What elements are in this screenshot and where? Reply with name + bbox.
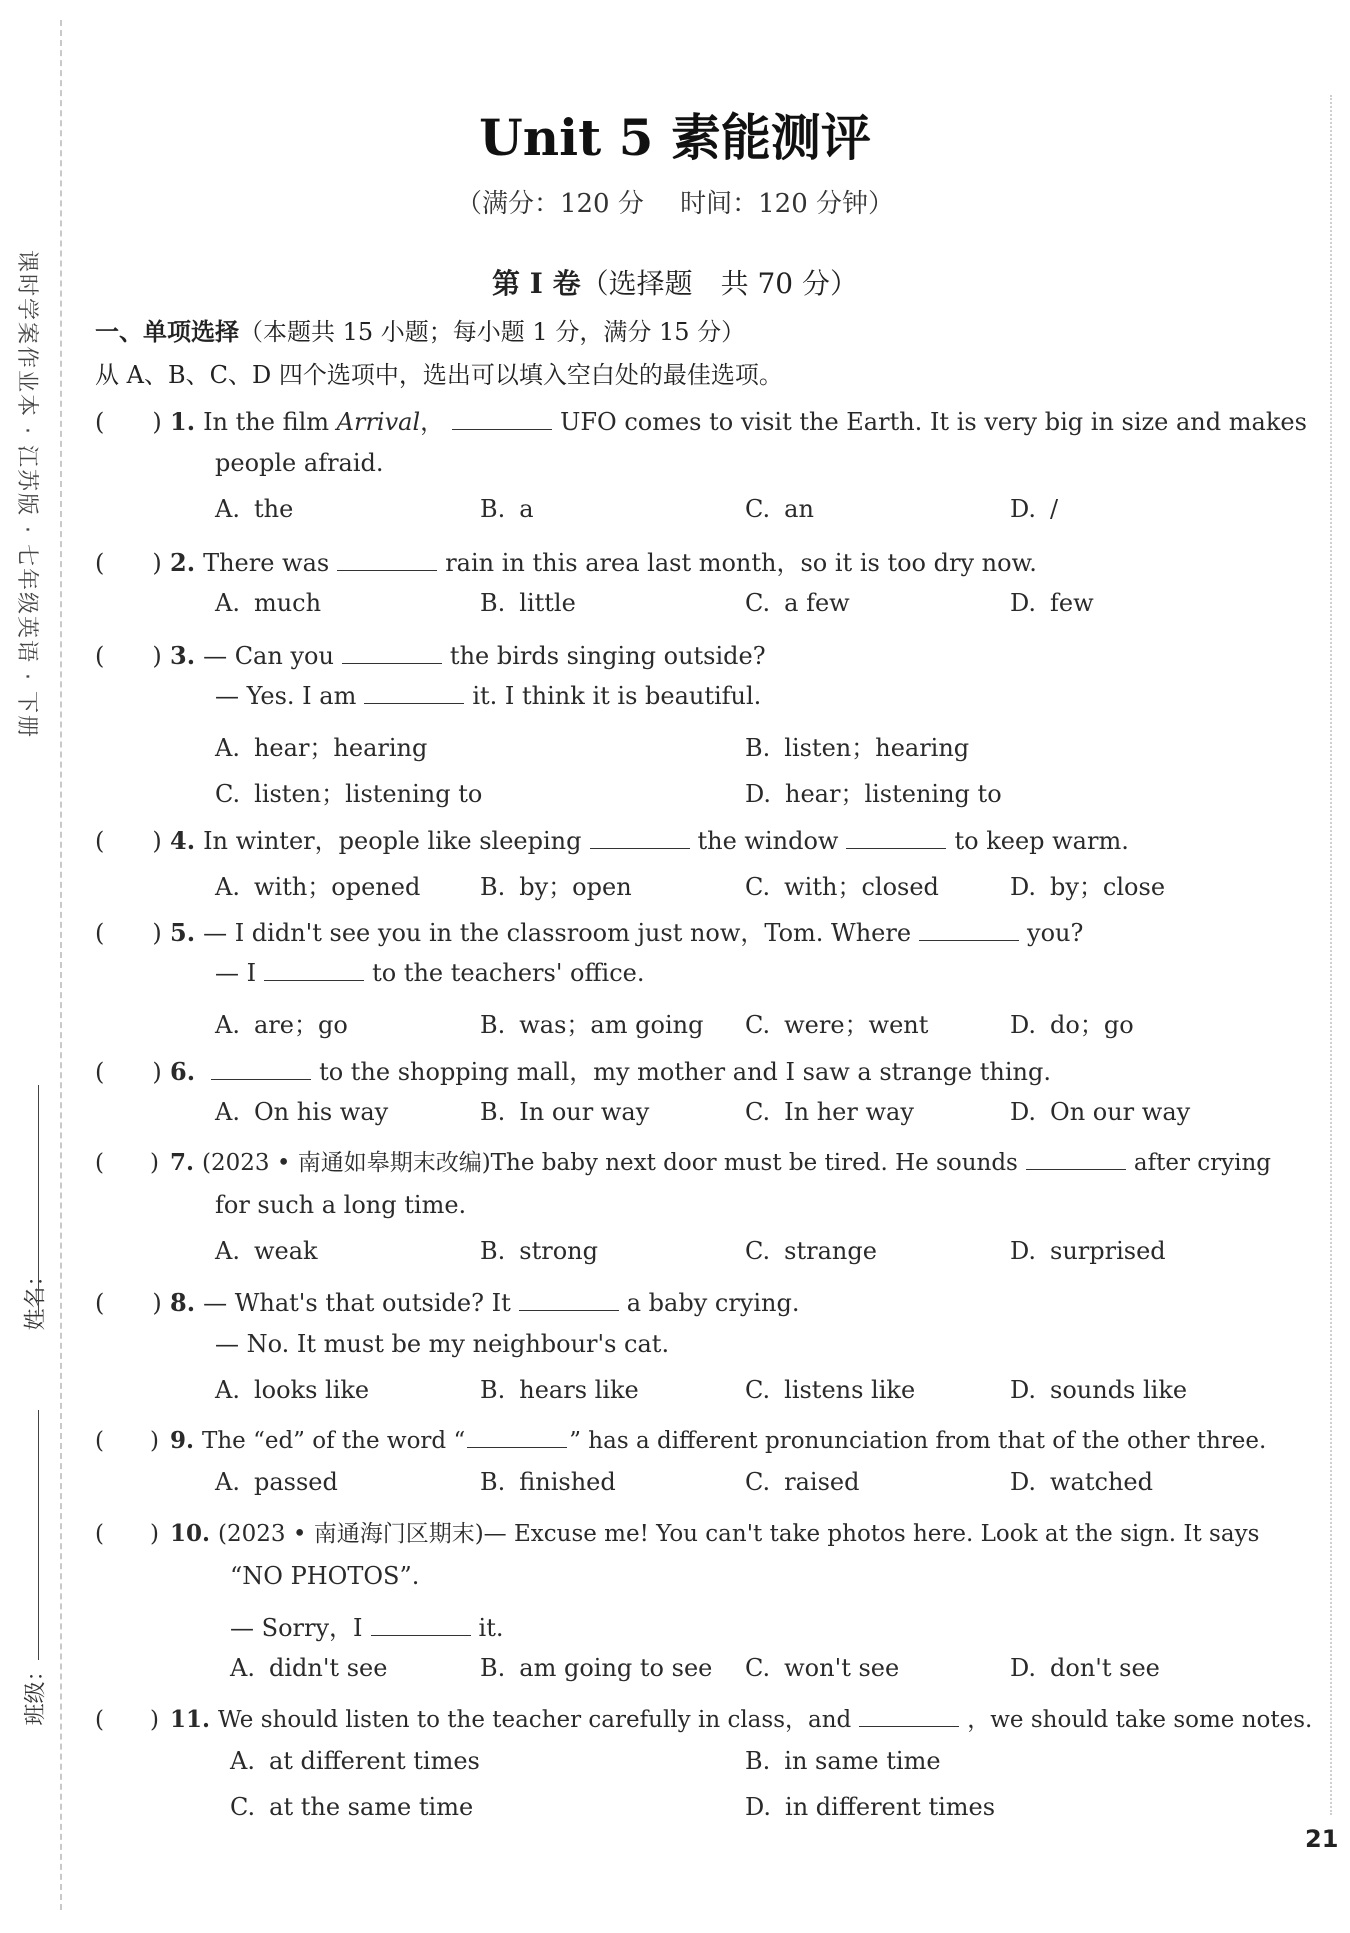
answer-bracket[interactable]: ( ) [95, 549, 162, 577]
option[interactable]: D. / [1010, 495, 1059, 523]
option[interactable]: A. the [215, 495, 294, 523]
question-6: ( ) 6. to the shopping mall，my mother and I saw a strange thing. [95, 1052, 1051, 1087]
option[interactable]: A. much [215, 589, 322, 617]
option[interactable]: C. an [745, 495, 814, 523]
name-line-holder [14, 1085, 54, 1315]
question-1-cont: people afraid. [215, 449, 384, 477]
class-field [14, 1659, 54, 1726]
option[interactable]: C. with；closed [745, 873, 939, 901]
answer-blank[interactable] [919, 920, 1019, 941]
margin-dotted-line [1330, 95, 1332, 1815]
answer-bracket[interactable]: ( ) [95, 919, 162, 947]
score-time-line [0, 183, 1350, 220]
option[interactable]: C. raised [745, 1468, 860, 1496]
answer-blank[interactable] [337, 550, 437, 571]
option[interactable]: D. surprised [1010, 1237, 1166, 1265]
question-2: ( ) 2. There was rain in this area last month，so it is too dry now. [95, 543, 1037, 578]
option[interactable]: B. listen；hearing [745, 734, 970, 762]
option[interactable]: C. at the same time [230, 1793, 474, 1821]
part-heading: 一、单项选择（本题共 15 小题；每小题 1 分，满分 15 分） [95, 318, 746, 346]
option[interactable]: B. strong [480, 1237, 598, 1265]
option[interactable]: C. strange [745, 1237, 877, 1265]
question-3: ( ) 3. — Can you the birds singing outside? [95, 636, 766, 671]
option[interactable]: A. weak [215, 1237, 318, 1265]
option[interactable]: A. didn't see [230, 1654, 388, 1682]
option[interactable]: B. a [480, 495, 534, 523]
name-write-line[interactable] [38, 1085, 39, 1315]
option[interactable]: C. In her way [745, 1098, 914, 1126]
option[interactable]: C. won't see [745, 1654, 900, 1682]
question-5: ( ) 5. — I didn't see you in the classroom just now，Tom. Where you? [95, 913, 1083, 948]
question-9: ( ) 9. The “ed” of the word “ ” has a different pronunciation from that of the other three. [95, 1422, 1266, 1455]
answer-blank[interactable] [452, 409, 552, 430]
option[interactable]: D. hear；listening to [745, 780, 1002, 808]
question-5-reply: — I to the teachers' office. [215, 959, 645, 987]
answer-blank[interactable] [590, 828, 690, 849]
page-number: 21 [1305, 1825, 1339, 1853]
answer-blank[interactable] [371, 1615, 471, 1636]
option[interactable]: C. listen；listening to [215, 780, 483, 808]
option[interactable]: A. looks like [215, 1376, 370, 1404]
option[interactable]: C. were；went [745, 1011, 929, 1039]
option[interactable]: D. by；close [1010, 873, 1166, 901]
option[interactable]: B. am going to see [480, 1654, 713, 1682]
option[interactable]: A. are；go [215, 1011, 348, 1039]
option[interactable]: D. On our way [1010, 1098, 1191, 1126]
option[interactable]: B. finished [480, 1468, 616, 1496]
answer-blank[interactable] [1026, 1149, 1126, 1170]
side-vertical-title: 课时学案作业本 · 江苏版 · 七年级英语 · 下册 [14, 250, 39, 739]
binding-dashed-line [60, 20, 62, 1910]
answer-blank[interactable] [211, 1059, 311, 1080]
option[interactable]: B. In our way [480, 1098, 650, 1126]
option[interactable]: A. passed [215, 1468, 338, 1496]
option[interactable]: B. by；open [480, 873, 632, 901]
answer-bracket[interactable]: ( ) [95, 1521, 159, 1547]
answer-bracket[interactable]: ( ) [95, 408, 162, 436]
class-label: 班级： [23, 1659, 49, 1726]
option[interactable]: A. hear；hearing [215, 734, 428, 762]
question-10: ( ) 10. (2023 • 南通海门区期末)— Excuse me! You can't take photos here. Look at the sign. It says [95, 1515, 1259, 1548]
option[interactable]: B. little [480, 589, 576, 617]
answer-bracket[interactable]: ( ) [95, 1707, 159, 1733]
question-10-cont: “NO PHOTOS”. [230, 1562, 420, 1590]
question-7-cont: for such a long time. [215, 1191, 467, 1219]
answer-blank[interactable] [519, 1290, 619, 1311]
instruction: 从 A、B、C、D 四个选项中，选出可以填入空白处的最佳选项。 [95, 361, 783, 389]
section-title: 第 Ⅰ 卷（选择题 共 70 分） [491, 267, 859, 300]
answer-blank[interactable] [364, 683, 464, 704]
answer-bracket[interactable]: ( ) [95, 1289, 162, 1317]
question-10-reply: — Sorry，I it. [230, 1614, 504, 1642]
answer-blank[interactable] [264, 960, 364, 981]
option[interactable]: B. hears like [480, 1376, 639, 1404]
answer-blank[interactable] [859, 1706, 959, 1727]
option[interactable]: B. was；am going [480, 1011, 704, 1039]
name-label: 姓名： [23, 1264, 49, 1331]
option[interactable]: B. in same time [745, 1747, 941, 1775]
answer-bracket[interactable]: ( ) [95, 1428, 159, 1454]
option[interactable]: D. sounds like [1010, 1376, 1188, 1404]
question-4: ( ) 4. In winter，people like sleeping the window to keep warm. [95, 821, 1129, 856]
answer-blank[interactable] [467, 1427, 567, 1448]
answer-blank[interactable] [846, 828, 946, 849]
option[interactable]: D. few [1010, 589, 1094, 617]
answer-bracket[interactable]: ( ) [95, 1058, 162, 1086]
option[interactable]: C. a few [745, 589, 850, 617]
question-3-reply: — Yes. I am it. I think it is beautiful. [215, 682, 762, 710]
question-11: ( ) 11. We should listen to the teacher carefully in class，and ，we should take some notes. [95, 1701, 1312, 1734]
page-title: Unit 5 素能测评 [479, 108, 871, 167]
time-limit: 时间：120 分钟） [680, 189, 895, 219]
question-7: ( ) 7. (2023 • 南通如皋期末改编)The baby next door must be tired. He sounds after crying [95, 1144, 1271, 1177]
question-1: ( ) 1. In the film Arrival， UFO comes to visit the Earth. It is very big in size and makes [95, 402, 1307, 437]
option[interactable]: D. in different times [745, 1793, 996, 1821]
answer-blank[interactable] [342, 643, 442, 664]
question-8-reply: — No. It must be my neighbour's cat. [215, 1330, 670, 1358]
class-write-line[interactable] [38, 1410, 39, 1660]
option[interactable]: A. with；opened [215, 873, 421, 901]
answer-bracket[interactable]: ( ) [95, 1150, 159, 1176]
option[interactable]: D. watched [1010, 1468, 1153, 1496]
option[interactable]: D. don't see [1010, 1654, 1160, 1682]
option[interactable]: C. listens like [745, 1376, 916, 1404]
option[interactable]: A. On his way [215, 1098, 389, 1126]
option[interactable]: A. at different times [230, 1747, 480, 1775]
class-line-holder [14, 1410, 54, 1660]
question-8: ( ) 8. — What's that outside? It a baby crying. [95, 1283, 800, 1318]
answer-bracket[interactable]: ( ) [95, 642, 162, 670]
answer-bracket[interactable]: ( ) [95, 827, 162, 855]
option[interactable]: D. do；go [1010, 1011, 1134, 1039]
full-score: （满分：120 分 [455, 189, 644, 219]
